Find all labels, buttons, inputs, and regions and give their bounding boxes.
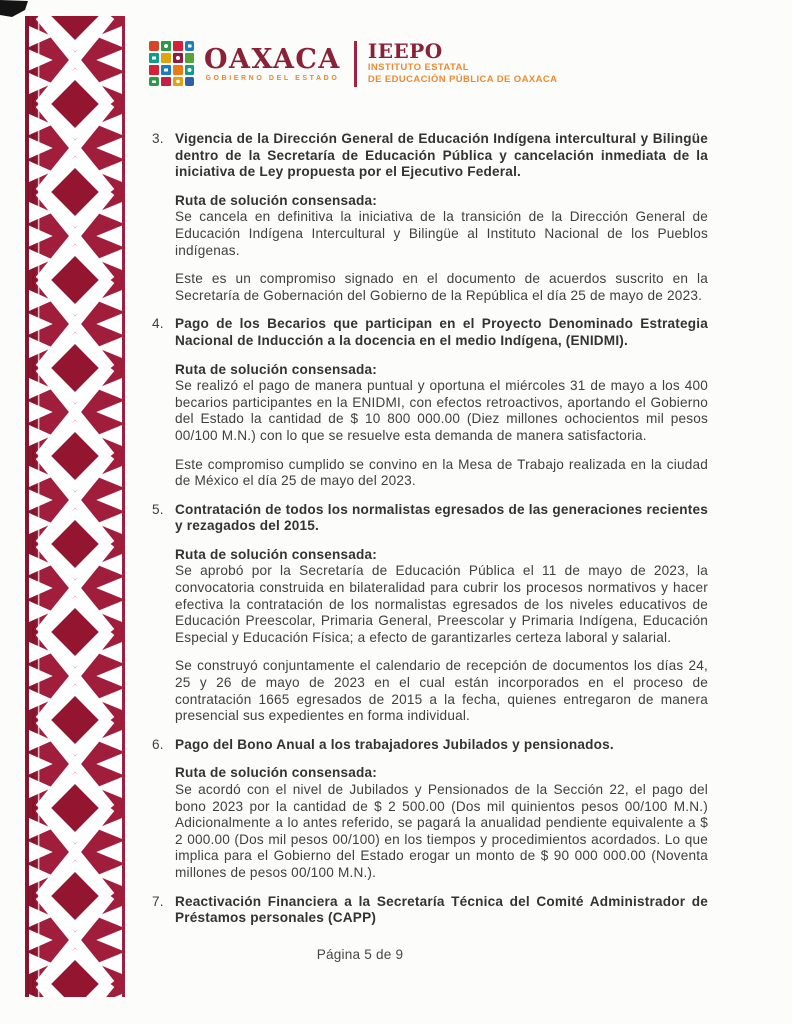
item-number: 5. (152, 501, 164, 517)
item-number: 6. (152, 736, 164, 752)
item-paragraph: Este es un compromiso signado en el documento de acuerdos suscrito en la Secretaría de Gobernación del Gobierno de la República el día 25 de mayo de 2023. (175, 271, 708, 303)
org-block (368, 41, 558, 86)
item-paragraph: Este compromiso cumplido se convino en la Mesa de Trabajo realizada en la ciudad de México el día 25 de mayo del 2023. (175, 456, 708, 489)
agreement-item-3 (152, 131, 708, 304)
page-number: Página 5 de 9 (316, 946, 404, 962)
document-body (152, 131, 708, 963)
ruta-label: Ruta de solución consensada: (175, 546, 377, 562)
letterhead (148, 40, 557, 87)
item-title: Vigencia de la Dirección General de Educación Indígena intercultural y Bilingüe dentro de la Secretaría de Educación Pública y cancelación inmediata de la iniciativa de Ley propuesta por el Ejecutivo Federal. (175, 131, 708, 180)
item-number: 3. (152, 131, 164, 146)
oaxaca-state-logo (148, 40, 195, 87)
item-paragraph: Se realizó el pago de manera puntual y oportuna el miércoles 31 de mayo a los 400 becarios participantes en la ENIDMI, con efectos retroactivos, aportando el Gobierno del Estado la cantidad de $ 10 800 000.00 (Diez millones ochocientos mil pesos 00/100 M.N.) con lo que se resuelve esta demanda de manera satisfactoria. (175, 378, 708, 443)
agreement-item-7 (152, 894, 708, 939)
brand-block (204, 43, 341, 82)
item-title: Contratación de todos los normalistas egresados de las generaciones recientes y rezagados del 2015. (175, 501, 708, 534)
ruta-label: Ruta de solución consensada: (175, 765, 377, 781)
ruta-label: Ruta de solución consensada: (175, 361, 377, 377)
org-subtitle-line2: DE EDUCACIÓN PÚBLICA DE OAXACA (367, 74, 558, 85)
item-paragraph: Se aprobó por la Secretaría de Educación Pública el 11 de mayo de 2023, la convocatoria construida en bilateralidad para cubrir los procesos normativos y hacer efectiva la contratación de los normalistas egresados de los niveles educativos de Educación Preescolar, Primaria General, Preescolar y Primaria Indígena, Educación Especial y Educación Física; a efecto de garantizarles certeza laboral y salarial. (175, 563, 708, 645)
ruta-label: Ruta de solución consensada: (175, 192, 377, 208)
item-paragraph: Se construyó conjuntamente el calendario de recepción de documentos los días 24, 25 y 26 de mayo de 2023 en el cual están incorporados en el proceso de contratación 1665 egresados de 2015 a la fecha, quienes entregaron de manera presencial sus expedientes en forma individual. (175, 658, 708, 724)
item-paragraph: Se acordó con el nivel de Jubilados y Pensionados de la Sección 22, el pago del bono 2023 por la cantidad de $ 2 500.00 (Dos mil quinientos pesos 00/100 M.N.) Adicionalmente a lo antes referido, se pagará la anualidad pendiente equivalente a $ 2 000.00 (Dos mil pesos 00/100) en los tiempos y procedimientos acordados. Lo que implica para el Gobierno del Estado erogar un monto de $ 90 000 000.00 (Noventa millones de pesos 00/100 M.N.). (175, 782, 708, 880)
item-title: Pago de los Becarios que participan en el Proyecto Denominado Estrategia Nacional de Inducción a la docencia en el medio Indígena, (ENIDMI). (175, 316, 708, 348)
item-paragraph: Se cancela en definitiva la iniciativa de la transición de la Dirección General de Educación Indígena Intercultural y Bilingüe al Instituto Nacional de los Pueblos indígenas. (175, 209, 708, 258)
item-title: Reactivación Financiera a la Secretaría Técnica del Comité Administrador de Préstamos personales (CAPP) (175, 893, 708, 926)
agreement-item-6 (152, 737, 708, 882)
header-divider (354, 41, 357, 87)
item-title: Pago del Bono Anual a los trabajadores Jubilados y pensionados. (175, 736, 614, 752)
org-acronym: IEEPO (367, 39, 443, 63)
agreement-item-4 (152, 316, 708, 489)
org-subtitle-line1: INSTITUTO ESTATAL (367, 62, 469, 73)
item-number: 7. (152, 893, 164, 909)
item-number: 4. (152, 316, 164, 332)
agreement-item-5 (152, 502, 708, 725)
brand-tagline: GOBIERNO DEL ESTADO (205, 74, 340, 82)
textile-border-pattern (25, 16, 125, 997)
brand-wordmark: OAXACA (204, 43, 341, 75)
page-footer (152, 947, 708, 964)
